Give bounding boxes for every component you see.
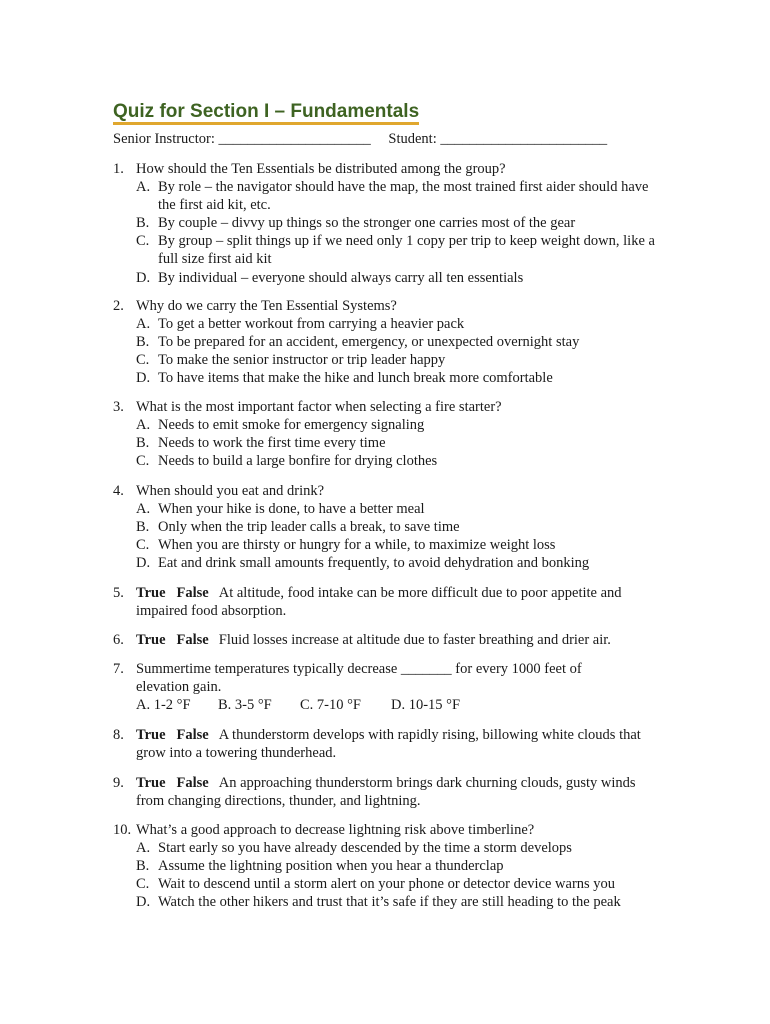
option-letter: C. (136, 453, 150, 470)
option-a (136, 178, 658, 214)
option-b (136, 214, 658, 232)
inline-options (136, 696, 658, 714)
option-c (136, 875, 673, 893)
option-text: By group – split things up if we need only 1 copy per trip to keep weight down, like a full size first aid kit (158, 233, 655, 268)
question-5 (113, 584, 658, 620)
option-letter: B. (136, 215, 150, 232)
question-2 (113, 297, 658, 387)
option-letter: D. (136, 269, 151, 286)
question-9 (113, 774, 658, 810)
false-choice: False (176, 727, 209, 743)
page-title: Quiz for Section I – Fundamentals (113, 101, 419, 125)
option-c (136, 536, 658, 554)
option-a (136, 839, 673, 857)
header-fields (113, 131, 607, 148)
question-number: 8. (113, 727, 124, 743)
question-text: An approaching thunderstorm brings dark churning clouds, gusty winds from changing directions, thunder, and lightning. (136, 775, 636, 810)
question-3 (113, 398, 658, 470)
question-number: 6. (113, 632, 124, 648)
option-text: When you are thirsty or hungry for a while, to maximize weight loss (158, 537, 556, 554)
question-number: 5. (113, 585, 124, 601)
option-d (136, 893, 673, 911)
question-text: How should the Ten Essentials be distributed among the group? (136, 161, 506, 177)
question-text: Why do we carry the Ten Essential Systems? (136, 298, 397, 314)
option-letter: C. (136, 352, 150, 369)
option-text: By role – the navigator should have the map, the most trained first aider should have the first aid kit, etc. (158, 179, 649, 214)
question-8 (113, 726, 658, 762)
question-number: 10. (113, 822, 132, 838)
option-text: By individual – everyone should always carry all ten essentials (158, 269, 524, 286)
option-letter: C. (136, 876, 150, 893)
question-4 (113, 482, 658, 572)
option-letter: D. (136, 894, 151, 911)
option-a (136, 315, 658, 333)
question-text: What’s a good approach to decrease lightning risk above timberline? (136, 822, 535, 838)
option-letter: C. (136, 233, 150, 250)
senior-instructor-field: Senior Instructor: _____________________ (113, 131, 371, 147)
question-number: 4. (113, 483, 124, 499)
student-field: Student: _______________________ (388, 131, 608, 147)
option-a: A. 1-2 °F (136, 697, 191, 714)
option-text: To have items that make the hike and lunch break more comfortable (158, 370, 553, 387)
option-letter: A. (136, 179, 151, 196)
option-text: Watch the other hikers and trust that it’s safe if they are still heading to the peak (158, 894, 621, 911)
question-6 (113, 631, 658, 649)
option-a (136, 416, 658, 434)
option-text: Wait to descend until a storm alert on your phone or detector device warns you (158, 876, 616, 893)
question-number: 1. (113, 161, 124, 177)
true-choice: True (136, 727, 166, 743)
question-7 (113, 660, 658, 714)
option-c (136, 351, 658, 369)
option-a (136, 500, 658, 518)
question-number: 2. (113, 298, 124, 314)
question-text: A thunderstorm develops with rapidly rising, billowing white clouds that grow into a towering thunderhead. (136, 727, 641, 762)
option-d (136, 554, 658, 572)
option-letter: B. (136, 858, 150, 875)
option-letter: B. (136, 435, 150, 452)
true-choice: True (136, 775, 166, 791)
option-d: D. 10-15 °F (391, 697, 461, 714)
false-choice: False (176, 585, 209, 601)
option-d (136, 369, 658, 387)
option-letter: A. (136, 840, 151, 857)
question-number: 9. (113, 775, 124, 791)
option-letter: B. (136, 334, 150, 351)
false-choice: False (176, 775, 209, 791)
question-number: 3. (113, 399, 124, 415)
question-text: At altitude, food intake can be more difficult due to poor appetite and impaired food absorption. (136, 585, 622, 620)
false-choice: False (176, 632, 209, 648)
option-b (136, 333, 658, 351)
option-text: Eat and drink small amounts frequently, to avoid dehydration and bonking (158, 555, 590, 572)
true-choice: True (136, 585, 166, 601)
option-letter: A. (136, 316, 151, 333)
question-10 (113, 821, 673, 911)
option-b (136, 434, 658, 452)
question-text: Summertime temperatures typically decrease _______ for every 1000 feet of elevation gain. (136, 661, 582, 696)
option-c (136, 452, 658, 470)
true-choice: True (136, 632, 166, 648)
option-text: To make the senior instructor or trip leader happy (158, 352, 446, 369)
option-b (136, 518, 658, 536)
option-text: To be prepared for an accident, emergency, or unexpected overnight stay (158, 334, 580, 351)
option-letter: D. (136, 555, 151, 572)
question-text: When should you eat and drink? (136, 483, 325, 499)
option-text: By couple – divvy up things so the stronger one carries most of the gear (158, 215, 576, 232)
option-b (136, 857, 673, 875)
option-text: Assume the lightning position when you hear a thunderclap (158, 858, 504, 875)
question-number: 7. (113, 661, 124, 677)
option-text: Start early so you have already descended by the time a storm develops (158, 840, 572, 857)
option-c (136, 232, 658, 268)
question-text: What is the most important factor when selecting a fire starter? (136, 399, 502, 415)
option-text: When your hike is done, to have a better meal (158, 501, 425, 518)
option-text: Only when the trip leader calls a break, to save time (158, 519, 460, 536)
option-text: Needs to emit smoke for emergency signaling (158, 417, 425, 434)
option-letter: A. (136, 417, 151, 434)
option-d (136, 269, 658, 287)
option-text: Needs to work the first time every time (158, 435, 386, 452)
option-text: Needs to build a large bonfire for drying clothes (158, 453, 438, 470)
option-text: To get a better workout from carrying a heavier pack (158, 316, 465, 333)
option-letter: A. (136, 501, 151, 518)
option-letter: B. (136, 519, 150, 536)
option-c: C. 7-10 °F (300, 697, 361, 714)
question-1 (113, 160, 658, 287)
option-letter: D. (136, 370, 151, 387)
option-b: B. 3-5 °F (218, 697, 272, 714)
option-letter: C. (136, 537, 150, 554)
question-text: Fluid losses increase at altitude due to faster breathing and drier air. (218, 632, 611, 648)
